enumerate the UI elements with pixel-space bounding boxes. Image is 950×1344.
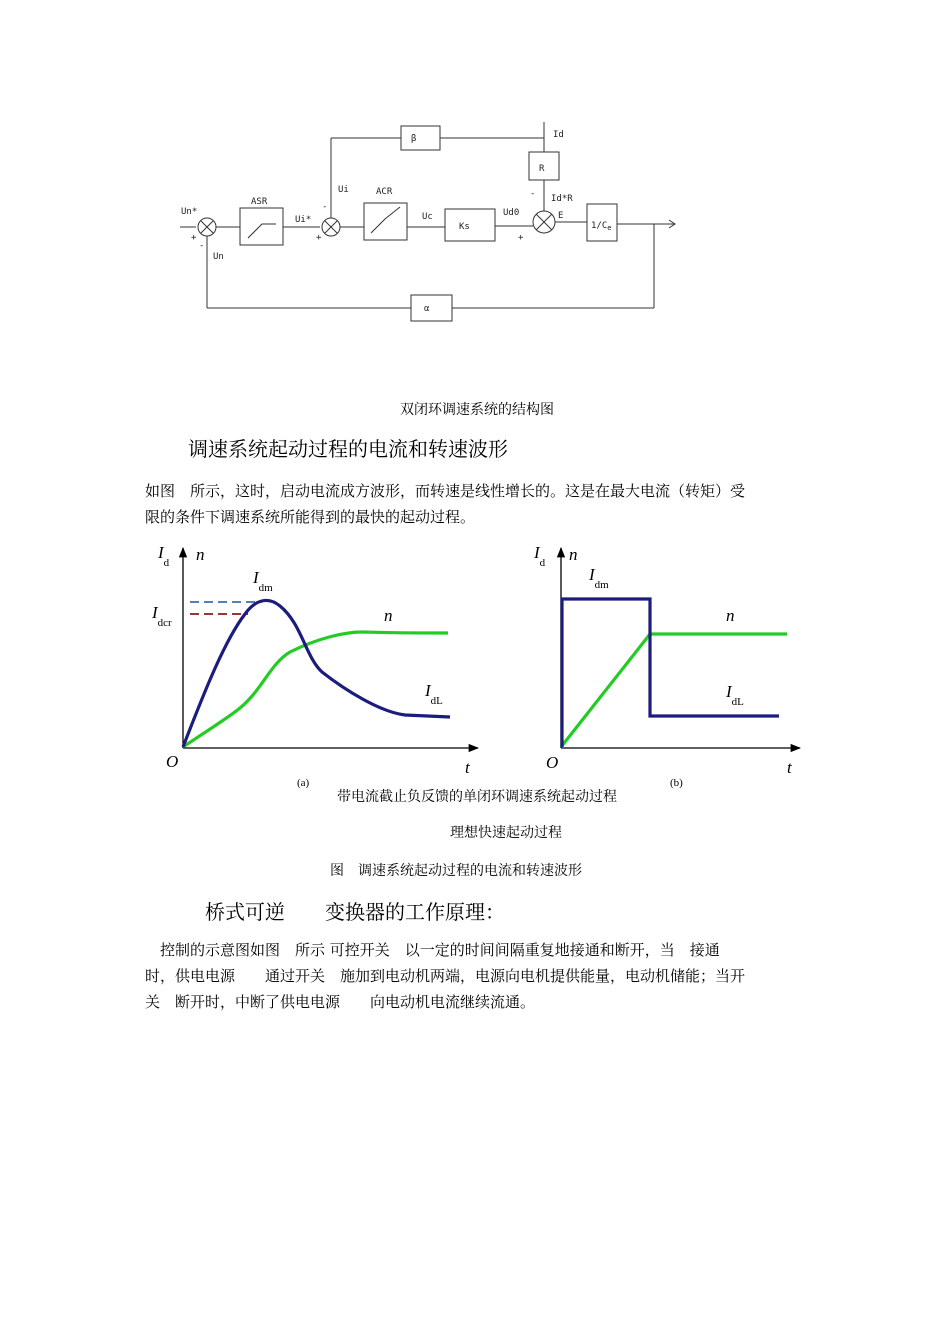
ks-label: Ks <box>459 222 470 232</box>
section-heading-waveforms: 调速系统起动过程的电流和转速波形 <box>188 437 508 461</box>
alpha-block <box>411 295 452 321</box>
current-curve-a <box>183 600 450 747</box>
n-axis-label-b: n <box>569 545 578 564</box>
chart-a <box>151 543 478 789</box>
speed-curve-b <box>561 634 787 747</box>
waveform-charts <box>0 530 950 800</box>
ce-label: $1/C_e$ <box>591 221 612 232</box>
acr-block <box>364 203 407 240</box>
un-label: Un <box>213 252 224 262</box>
un-star-label: Un* <box>181 207 198 217</box>
idm-label-b: $I_{dm}$ <box>589 565 609 591</box>
chart-caption-b: 理想快速起动过程 <box>450 825 562 841</box>
idl-label-a: $I_{dL}$ <box>425 681 443 707</box>
ui-label: Ui <box>338 185 349 195</box>
n-curve-label-b: n <box>726 606 735 625</box>
plus-sign-left: + <box>191 233 197 243</box>
origin-label-a: O <box>166 752 179 771</box>
ui-star-label: Ui* <box>295 215 312 225</box>
plus-sign-ui: + <box>316 233 322 243</box>
chart-tag-a: (a) <box>297 777 310 789</box>
minus-sign-left: - <box>199 241 205 251</box>
chart-caption-a: 带电流截止负反馈的单闭环调速系统起动过程 <box>337 789 617 805</box>
n-curve-label-a: n <box>384 606 393 625</box>
r-label: R <box>539 164 545 174</box>
e-label: E <box>558 211 564 221</box>
idcr-label-a: $I_{dcr}$ <box>152 603 172 629</box>
block-diagram-caption: 双闭环调速系统的结构图 <box>400 402 554 418</box>
minus-sign-ui: - <box>322 202 328 212</box>
asr-label: ASR <box>251 197 268 207</box>
figure-caption: 图 调速系统起动过程的电流和转速波形 <box>330 863 582 879</box>
t-axis-label-a: t <box>465 758 470 777</box>
idm-label-a: $I_{dm}$ <box>253 568 273 594</box>
ks-block <box>445 209 495 241</box>
n-axis-label-a: n <box>196 545 205 564</box>
current-curve-b <box>562 599 779 747</box>
t-axis-label-b: t <box>787 758 792 777</box>
block-diagram <box>0 0 950 380</box>
idl-label-b: $I_{dL}$ <box>726 682 744 708</box>
acr-label: ACR <box>376 187 393 197</box>
beta-label: β <box>411 134 417 144</box>
id-label: Id <box>553 130 564 140</box>
ud0-label: Ud0 <box>503 208 520 218</box>
chart-tag-b: (b) <box>670 777 683 789</box>
plus-sign-ud0: + <box>518 233 524 243</box>
id-axis-label-a: $I_d$ <box>158 543 170 569</box>
paragraph-converter: 控制的示意图如图 所示 可控开关 以一定的时间间隔重复地接通和断开，当 接通 时，供电电源 通过开关 施加到电动机两端，电源向电机提供能量，电动机储能；当开 关 断开时，中断了供电电源 向电动机电流继续流通。 <box>145 941 746 1011</box>
minus-sign-top: - <box>530 189 536 199</box>
asr-block <box>240 208 283 245</box>
alpha-label: α <box>424 304 430 314</box>
origin-label-b: O <box>546 753 559 772</box>
uc-label: Uc <box>422 212 433 222</box>
section-heading-converter: 桥式可逆 变换器的工作原理： <box>205 900 505 924</box>
idr-label: Id*R <box>551 194 573 204</box>
id-axis-label-b: $I_d$ <box>534 543 546 569</box>
beta-block <box>401 126 440 150</box>
chart-b <box>533 543 800 789</box>
paragraph-waveforms: 如图 所示，这时，启动电流成方波形，而转速是线性增长的。这是在最大电流（转矩）受 限的条件下调速系统所能得到的最快的起动过程。 <box>145 482 746 526</box>
